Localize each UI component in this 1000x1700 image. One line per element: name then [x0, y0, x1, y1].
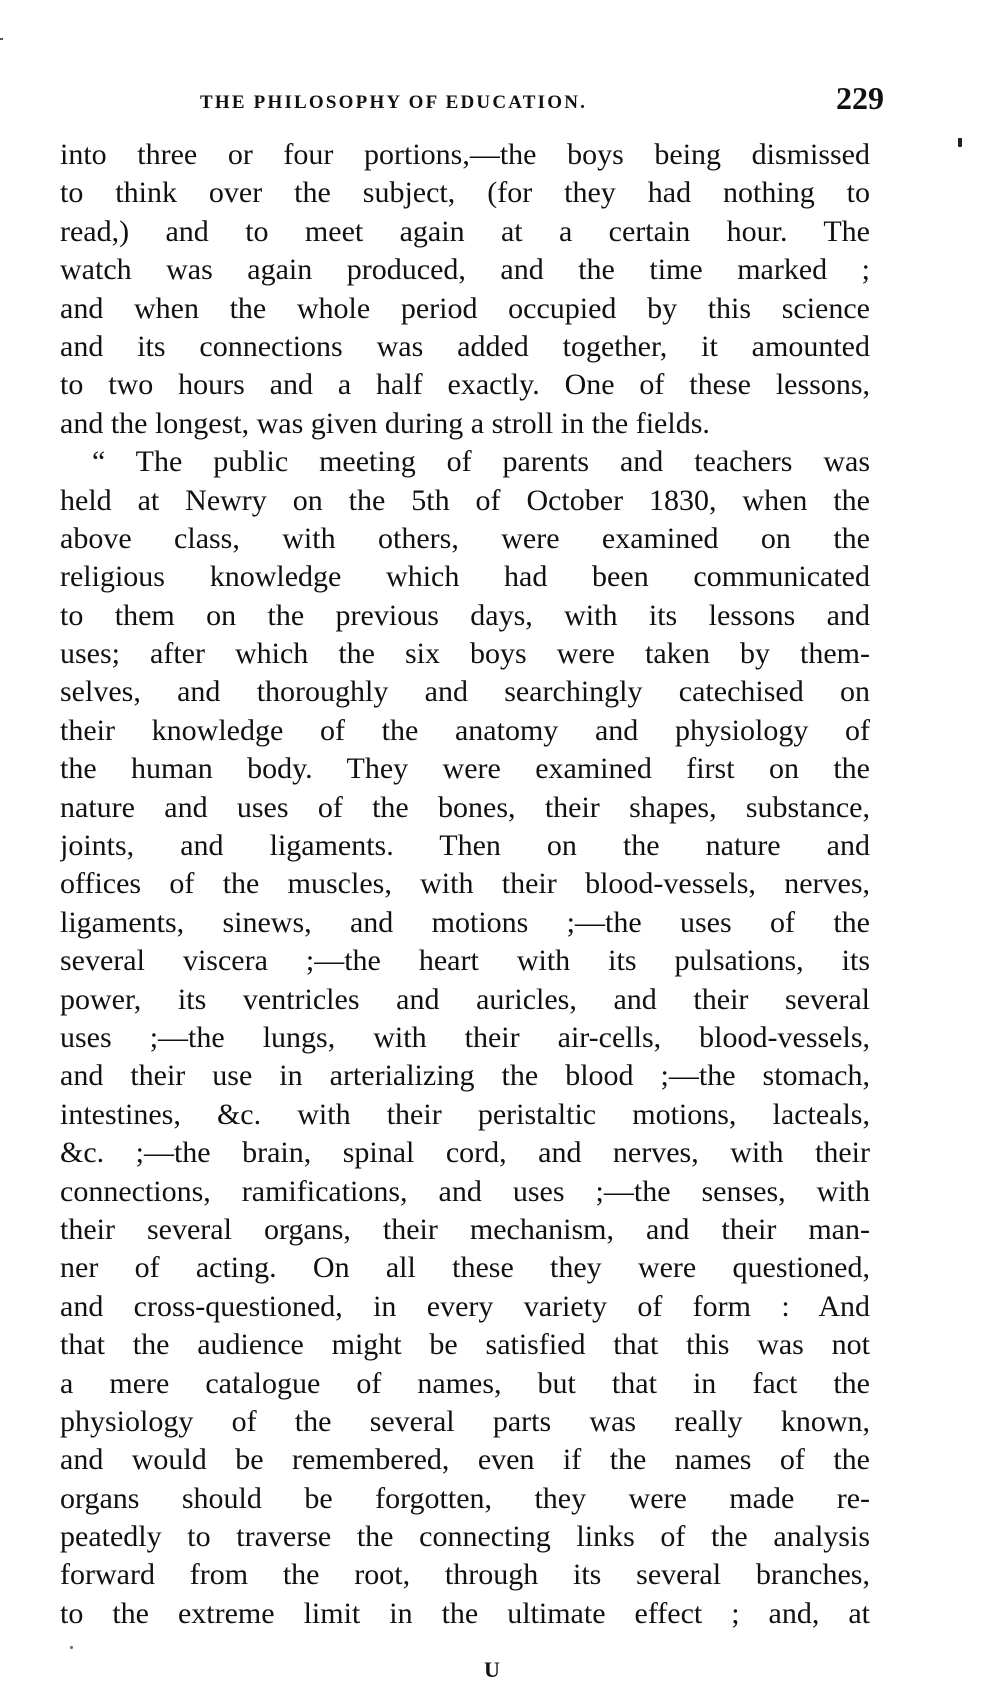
text-line: ligaments, sinews, and motions ;—the uses of the	[60, 905, 870, 939]
body-text	[60, 136, 870, 1633]
text-line: offices of the muscles, with their blood-vessels, nerves,	[60, 867, 870, 901]
text-line: peatedly to traverse the connecting links of the analysis	[60, 1520, 870, 1554]
scan-dot-mark	[70, 1646, 73, 1649]
text-line: and would be remembered, even if the names of the	[60, 1443, 870, 1477]
text-line: to think over the subject, (for they had nothing to	[60, 176, 870, 210]
text-line: religious knowledge which had been communicated	[60, 560, 870, 594]
text-line: intestines, &c. with their peristaltic motions, lacteals,	[60, 1097, 870, 1131]
text-line: organs should be forgotten, they were made re-	[60, 1481, 870, 1515]
text-line: read,) and to meet again at a certain hour. The	[60, 214, 870, 248]
text-line: a mere catalogue of names, but that in fact the	[60, 1366, 870, 1400]
text-line: selves, and thoroughly and searchingly catechised on	[60, 675, 870, 709]
text-line: and their use in arterializing the blood ;—the stomach,	[60, 1059, 870, 1093]
running-title: THE PHILOSOPHY OF EDUCATION.	[200, 92, 588, 113]
text-line: to two hours and a half exactly. One of these lessons,	[60, 368, 870, 402]
text-line: power, its ventricles and auricles, and their several	[60, 982, 870, 1016]
text-line: above class, with others, were examined on the	[60, 521, 870, 555]
text-line: several viscera ;—the heart with its pulsations, its	[60, 944, 870, 978]
scan-edge-mark	[0, 38, 3, 40]
text-line: joints, and ligaments. Then on the nature and	[60, 829, 870, 863]
page-number: 229	[836, 80, 884, 116]
text-line: uses; after which the six boys were taken by them-	[60, 637, 870, 671]
text-line: ner of acting. On all these they were questioned,	[60, 1251, 870, 1285]
text-line: their several organs, their mechanism, and their man-	[60, 1212, 870, 1246]
text-line: into three or four portions,—the boys being dismissed	[60, 138, 870, 171]
text-line: and the longest, was given during a stroll in the fields.	[60, 406, 710, 440]
text-line: held at Newry on the 5th of October 1830, when the	[60, 483, 870, 517]
text-line: “ The public meeting of parents and teachers was	[92, 445, 870, 479]
text-line: &c. ;—the brain, spinal cord, and nerves, with their	[60, 1136, 870, 1170]
text-line: to the extreme limit in the ultimate effect ; and, at	[60, 1596, 870, 1630]
text-line: their knowledge of the anatomy and physiology of	[60, 713, 870, 747]
text-line: and its connections was added together, it amounted	[60, 329, 870, 363]
text-line: the human body. They were examined first on the	[60, 752, 870, 786]
margin-ink-mark	[958, 138, 962, 147]
text-line: and cross-questioned, in every variety of form : And	[60, 1289, 870, 1323]
text-line: connections, ramifications, and uses ;—the senses, with	[60, 1174, 870, 1208]
text-line: that the audience might be satisfied that this was not	[60, 1328, 870, 1362]
text-line: forward from the root, through its several branches,	[60, 1558, 870, 1592]
text-line: watch was again produced, and the time marked ;	[60, 253, 870, 287]
text-line: to them on the previous days, with its lessons and	[60, 598, 870, 632]
text-line: and when the whole period occupied by this science	[60, 291, 870, 325]
signature-mark: U	[484, 1657, 500, 1682]
text-line: physiology of the several parts was really known,	[60, 1404, 870, 1438]
text-line: uses ;—the lungs, with their air-cells, blood-vessels,	[60, 1020, 870, 1054]
text-line: nature and uses of the bones, their shapes, substance,	[60, 790, 870, 824]
